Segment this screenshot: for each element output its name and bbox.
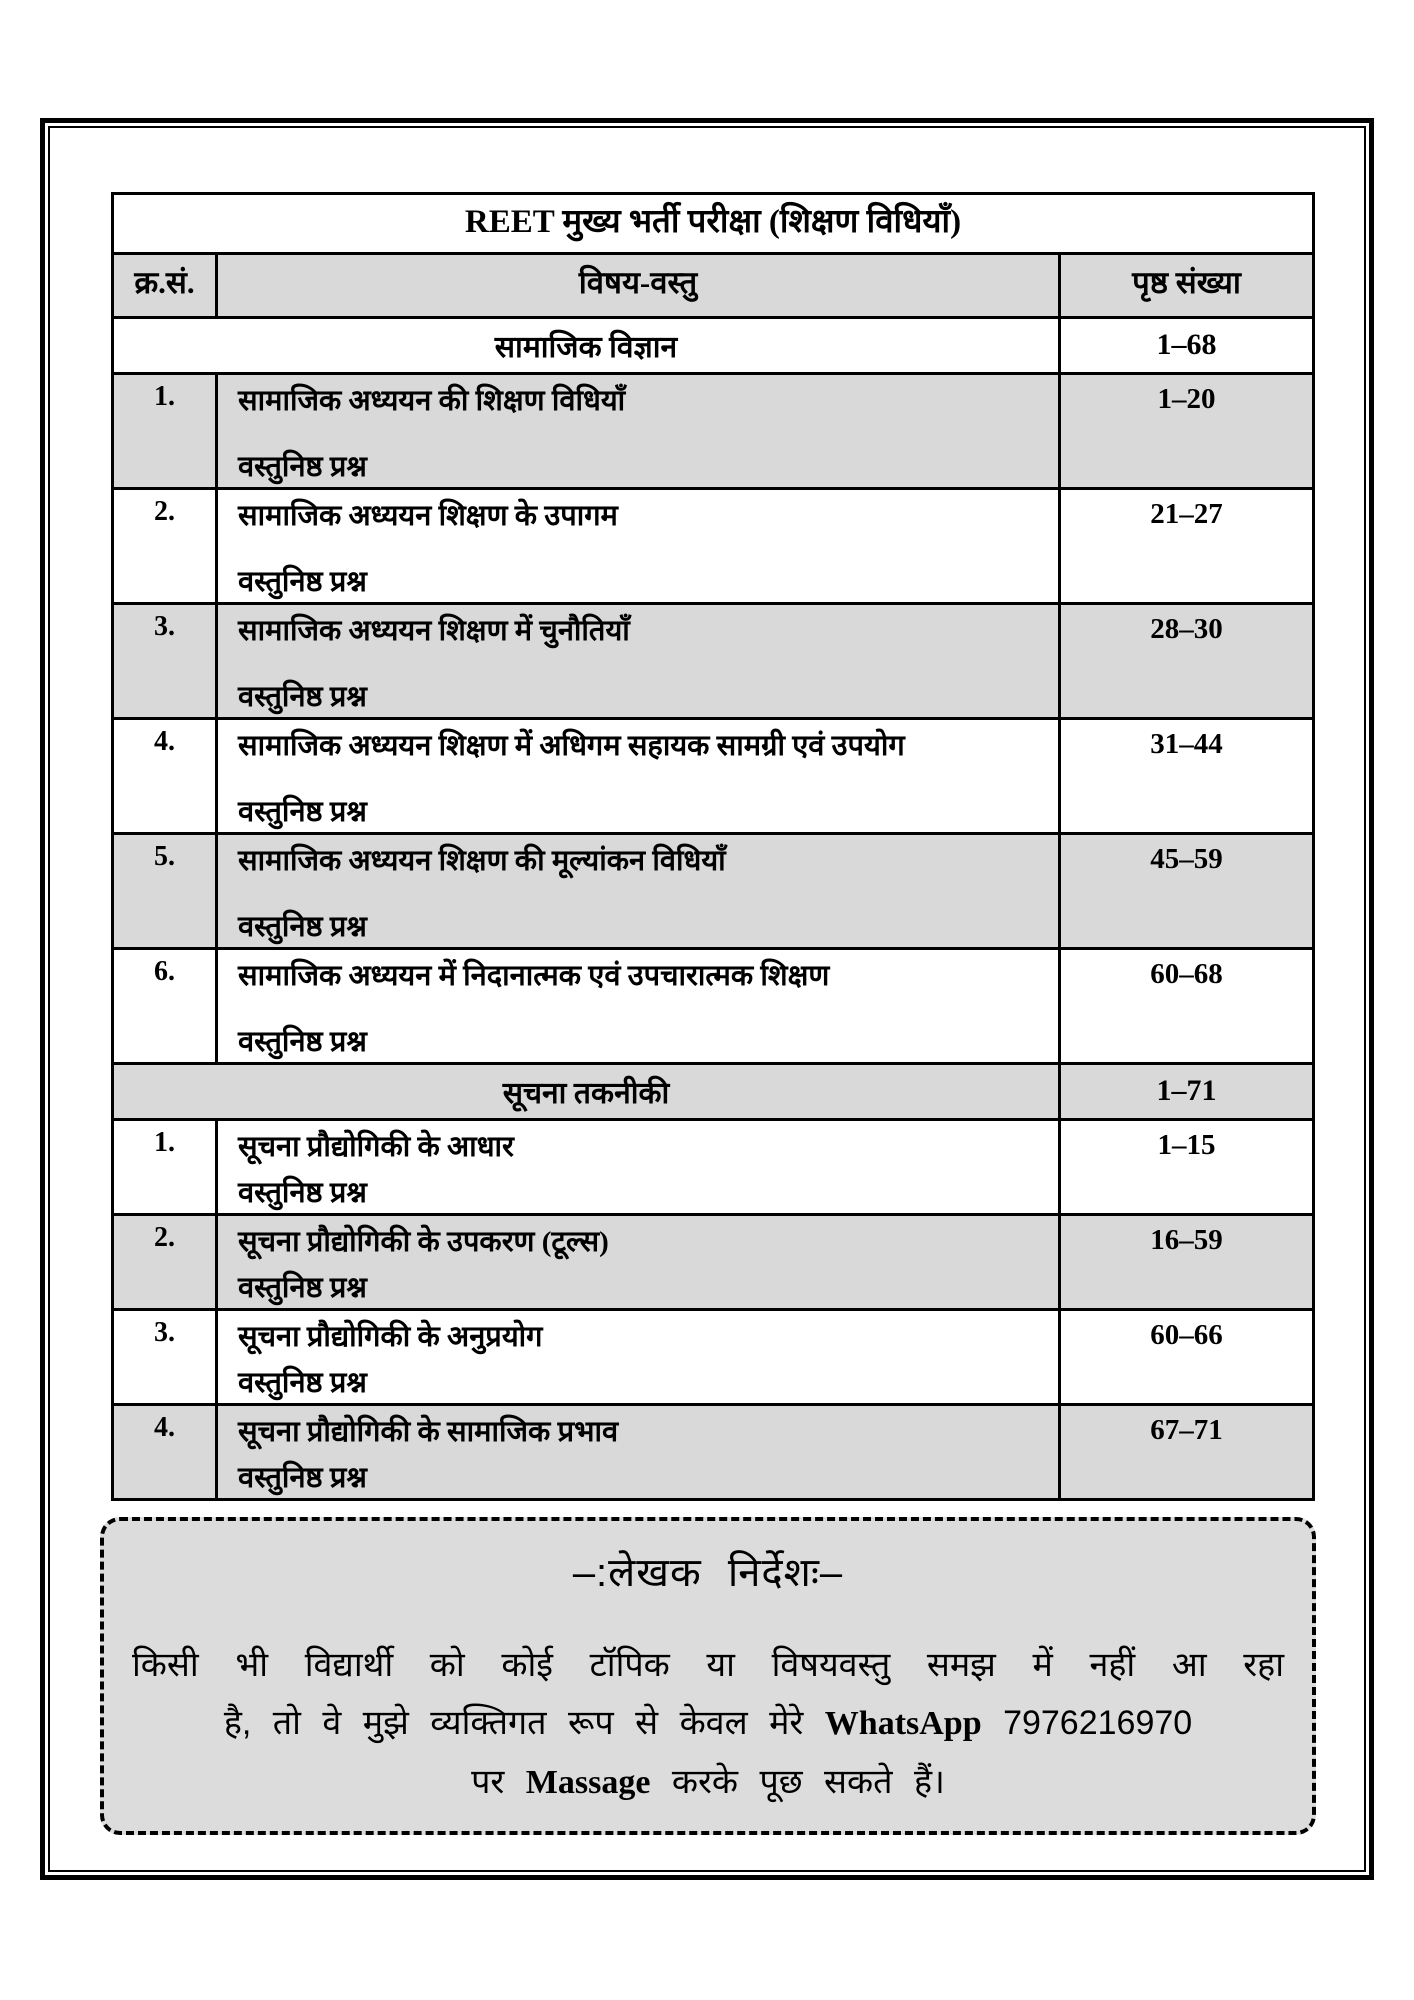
row-pages: 45–59 — [1060, 834, 1314, 949]
table-row — [113, 834, 1314, 949]
row-pages: 1–20 — [1060, 374, 1314, 489]
row-topic: सूचना प्रौद्योगिकी के उपकरण (टूल्स) — [238, 1226, 609, 1258]
section-pages: 1–71 — [1060, 1064, 1314, 1120]
row-topic: सामाजिक अध्ययन की शिक्षण विधियाँ — [238, 385, 626, 417]
row-subtitle: वस्तुनिष्ठ प्रश्न — [238, 681, 367, 713]
whatsapp-label: WhatsApp — [824, 1705, 982, 1742]
row-topic: सूचना प्रौद्योगिकी के सामाजिक प्रभाव — [238, 1416, 619, 1448]
table-row — [113, 374, 1314, 489]
note-line-2-text: है, तो वे मुझे व्यक्तिगत रूप से केवल मेरे — [223, 1704, 804, 1742]
table-row — [113, 719, 1314, 834]
row-pages: 28–30 — [1060, 604, 1314, 719]
massage-label: Massage — [525, 1764, 651, 1801]
row-number: 5. — [113, 834, 217, 949]
row-number: 3. — [113, 604, 217, 719]
row-number: 1. — [113, 1120, 217, 1215]
header-subject: विषय-वस्तु — [217, 254, 1060, 318]
table-row — [113, 1310, 1314, 1405]
whatsapp-number: 7976216970 — [1003, 1704, 1193, 1742]
note-line-1: किसी भी विद्यार्थी को कोई टॉपिक या विषयवस्तु समझ में नहीं आ रहा — [132, 1646, 1284, 1684]
section-name: सूचना तकनीकी — [113, 1064, 1060, 1120]
row-pages: 21–27 — [1060, 489, 1314, 604]
row-subtitle: वस्तुनिष्ठ प्रश्न — [238, 1026, 367, 1058]
row-topic: सूचना प्रौद्योगिकी के अनुप्रयोग — [238, 1321, 543, 1353]
author-note-box — [100, 1517, 1316, 1835]
row-pages: 16–59 — [1060, 1215, 1314, 1310]
row-subtitle: वस्तुनिष्ठ प्रश्न — [238, 796, 367, 828]
author-note-body — [104, 1636, 1312, 1812]
row-subtitle: वस्तुनिष्ठ प्रश्न — [238, 566, 367, 598]
row-subtitle: वस्तुनिष्ठ प्रश्न — [238, 1272, 367, 1304]
table-row — [113, 1215, 1314, 1310]
row-pages: 31–44 — [1060, 719, 1314, 834]
table-header-row — [113, 254, 1314, 318]
section-name: सामाजिक विज्ञान — [113, 318, 1060, 374]
table-row — [113, 489, 1314, 604]
table-row — [113, 604, 1314, 719]
row-topic: सामाजिक अध्ययन शिक्षण में अधिगम सहायक सामग्री एवं उपयोग — [238, 730, 905, 762]
contents-table — [111, 192, 1315, 1501]
table-row — [113, 1405, 1314, 1500]
row-subtitle: वस्तुनिष्ठ प्रश्न — [238, 451, 367, 483]
table-title: REET मुख्य भर्ती परीक्षा (शिक्षण विधियाँ) — [113, 194, 1314, 254]
header-serial-number: क्र.सं. — [113, 254, 217, 318]
row-number: 2. — [113, 1215, 217, 1310]
note-line-2 — [104, 1694, 1312, 1753]
section-row-information-technology — [113, 1064, 1314, 1120]
row-number: 4. — [113, 1405, 217, 1500]
note-line-3-suffix: करके पूछ सकते हैं। — [671, 1763, 945, 1801]
table-row — [113, 949, 1314, 1064]
row-pages: 1–15 — [1060, 1120, 1314, 1215]
row-number: 4. — [113, 719, 217, 834]
row-topic: सामाजिक अध्ययन शिक्षण के उपागम — [238, 500, 618, 532]
row-number: 6. — [113, 949, 217, 1064]
row-pages: 67–71 — [1060, 1405, 1314, 1500]
row-topic: सूचना प्रौद्योगिकी के आधार — [238, 1131, 514, 1163]
note-line-3-prefix: पर — [471, 1763, 505, 1801]
section-pages: 1–68 — [1060, 318, 1314, 374]
row-subtitle: वस्तुनिष्ठ प्रश्न — [238, 1177, 367, 1209]
note-line-3 — [104, 1753, 1312, 1812]
section-row-social-science — [113, 318, 1314, 374]
row-subtitle: वस्तुनिष्ठ प्रश्न — [238, 1462, 367, 1494]
row-number: 3. — [113, 1310, 217, 1405]
table-title-row — [113, 194, 1314, 254]
row-number: 1. — [113, 374, 217, 489]
row-subtitle: वस्तुनिष्ठ प्रश्न — [238, 911, 367, 943]
table-row — [113, 1120, 1314, 1215]
row-pages: 60–66 — [1060, 1310, 1314, 1405]
row-subtitle: वस्तुनिष्ठ प्रश्न — [238, 1367, 367, 1399]
row-topic: सामाजिक अध्ययन शिक्षण की मूल्यांकन विधियाँ — [238, 845, 726, 877]
author-note-heading: –:लेखक निर्देशः– — [572, 1551, 844, 1595]
row-topic: सामाजिक अध्ययन शिक्षण में चुनौतियाँ — [238, 615, 630, 647]
row-topic: सामाजिक अध्ययन में निदानात्मक एवं उपचारात्मक शिक्षण — [238, 960, 830, 992]
row-pages: 60–68 — [1060, 949, 1314, 1064]
header-page-number: पृष्ठ संख्या — [1060, 254, 1314, 318]
row-number: 2. — [113, 489, 217, 604]
